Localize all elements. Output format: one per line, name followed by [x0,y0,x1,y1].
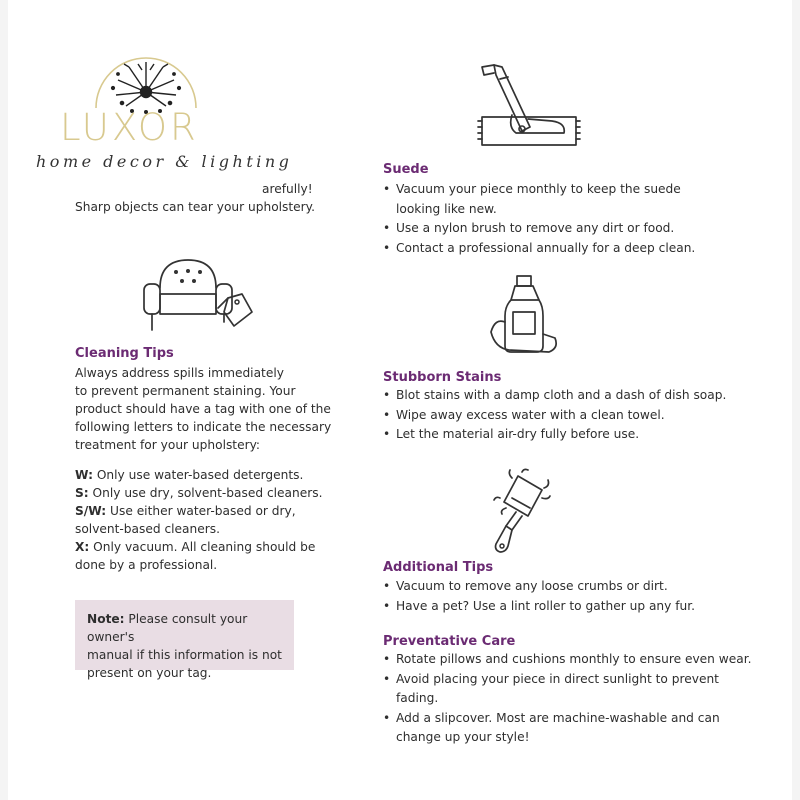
preventative-care-list [383,650,763,748]
cleaning-tips-line: to prevent permanent staining. Your [75,384,296,398]
list-item: • Vacuum to remove any loose crumbs or dirt. [383,577,753,597]
note-line: present on your tag. [87,666,212,680]
vacuum-icon [472,55,582,155]
cleaning-tips-line: treatment for your upholstery: [75,438,261,452]
care-codes [75,466,322,574]
list-item: • Add a slipcover. Most are machine-washable and can [383,709,763,729]
soap-bottle-icon [487,272,577,362]
note-text: Please consult your owner's [87,612,248,644]
list-item: • Avoid placing your piece in direct sunlight to prevent fading. [383,670,763,709]
cleaning-tips-line: product should have a tag with one of the [75,402,331,416]
code-line-sw-cont [75,520,322,538]
code-text: Only vacuum. All cleaning should be [89,540,316,554]
cleaning-tips-heading: Cleaning Tips [75,346,174,361]
list-item: • Let the material air-dry fully before use. [383,425,753,445]
luxor-logo [34,40,293,190]
armchair-tag-icon [138,250,258,340]
code-line-x-cont [75,556,322,574]
code-text: Use either water-based or dry, [106,504,296,518]
code-key: W: [75,468,93,482]
note-box [75,600,294,680]
list-item: • Contact a professional annually for a deep clean. [383,239,743,259]
stubborn-stains-list [383,386,753,445]
note-line: manual if this information is not [87,648,282,662]
suede-list [383,180,743,258]
code-text: done by a professional. [75,558,218,572]
code-line-s [75,484,322,502]
list-item: change up your style! [396,730,530,744]
lint-roller-icon [482,468,562,558]
list-item: • Blot stains with a damp cloth and a dash of dish soap. [383,386,753,406]
code-key: S: [75,486,89,500]
list-item: looking like new. [396,201,497,216]
list-item: • Have a pet? Use a lint roller to gather up any fur. [383,597,753,617]
note-label: Note: [87,612,125,626]
list-item: • Use a nylon brush to remove any dirt or food. [383,219,743,239]
logo-tagline: home decor & lighting [36,152,293,171]
additional-tips-list [383,577,753,616]
preventative-care-heading: Preventative Care [383,634,516,649]
list-item: • Wipe away excess water with a clean towel. [383,406,753,426]
code-line-sw [75,502,322,520]
stubborn-stains-heading: Stubborn Stains [383,370,502,385]
code-key: X: [75,540,90,554]
cleaning-tips-line: following letters to indicate the necessary [75,420,332,434]
code-line-w [75,466,322,484]
cleaning-tips-line: Always address spills immediately [75,366,284,380]
code-text: Only use dry, solvent-based cleaners. [88,486,323,500]
code-text: solvent-based cleaners. [75,522,220,536]
list-item: • Rotate pillows and cushions monthly to ensure even wear. [383,650,763,670]
code-text: Only use water-based detergents. [92,468,304,482]
suede-heading: Suede [383,162,429,177]
intro-line: Sharp objects can tear your upholstery. [75,200,316,214]
code-key: S/W: [75,504,107,518]
code-line-x [75,538,322,556]
intro-fragment: arefully! [262,182,313,196]
additional-tips-heading: Additional Tips [383,560,494,575]
note-line [87,610,282,646]
list-item: • Vacuum your piece monthly to keep the suede [383,180,743,200]
logo-wordmark: LUXOR [60,106,199,149]
cleaning-tips-body [75,364,331,454]
